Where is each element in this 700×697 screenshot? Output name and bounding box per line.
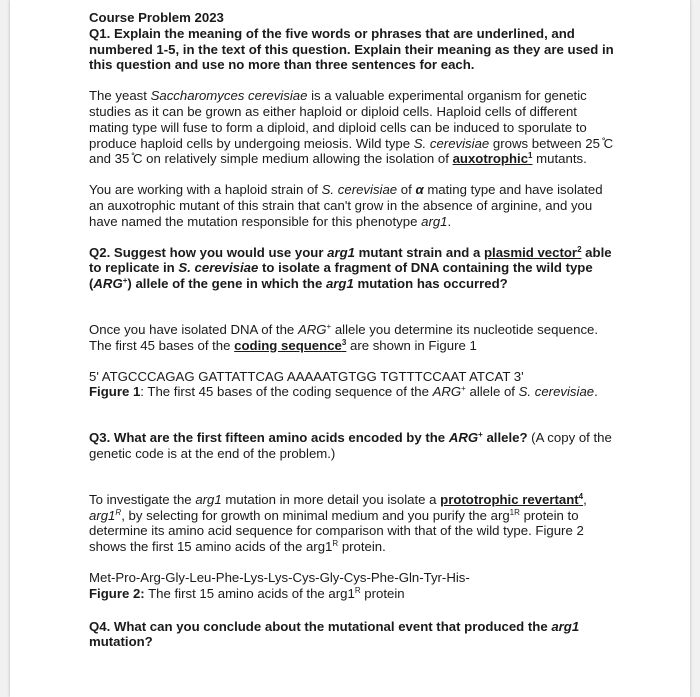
document-content (89, 10, 619, 650)
question-2: Q2. Suggest how you would use your arg1 mutant strain and a plasmid vector$^2$ able to replicate in S. cerevisiae to isolate a fragment of DNA containing the wild type (ARG+) allele of the gene in which the arg1 mutation has occurred? (89, 244, 612, 292)
amino-acid-sequence: Met-Pro-Arg-Gly-Leu-Phe-Lys-Lys-Cys-Gly-Cys-Phe-Gln-Tyr-His- (89, 569, 470, 585)
paragraph-yeast-intro: The yeast Saccharomyces cerevisiae is a valuable experimental organism for genetic studies as it can be grown as either haploid or diploid cells. Haploid cells of different mating type will fuse to form a diploid, and diploid cells can be induced to sporulate to produce haploid cells by undergoing meiosis. Wild type S. cerevisiae grows between 25 ̊C and 35 ̊C on relatively simple medium allowing the isolation of auxotrophic$^1$ mutants. (89, 88, 614, 167)
dna-sequence: 5' ATGCCCAGAG GATTATTCAG AAAAATGTGG TGTTTCCAAT ATCAT 3' (89, 368, 524, 384)
underlined-term-coding-sequence: coding sequence$^3$ (234, 337, 347, 353)
underlined-term-prototrophic-revertant: prototrophic revertant$^4$ (440, 491, 584, 507)
underlined-term-plasmid-vector: plasmid vector$^2$ (483, 244, 582, 260)
question-3: Q3. What are the first fifteen amino acids encoded by the ARG+ allele? (A copy of the genetic code is at the end of the problem.) (89, 430, 612, 461)
q1-label: Q1. (89, 25, 111, 41)
paragraph-haploid-strain: You are working with a haploid strain of S. cerevisiae of α mating type and have isolated an auxotrophic mutant of this strain that can't grow in the absence of arginine, and you have named the mutation responsible for this phenotype arg1. (89, 182, 603, 229)
question-4: Q4. What can you conclude about the mutational event that produced the arg1 mutation? (89, 618, 580, 650)
question-1 (89, 26, 619, 73)
document-title: Course Problem 2023 (89, 10, 224, 25)
q1-text: Explain the meaning of the five words or phrases that are underlined, and numbered 1-5, in the text of this question. Explain their meaning as they are used in this question and use no more than three sentences for each. (89, 25, 614, 73)
figure-1-caption: Figure 1: The first 45 bases of the coding sequence of the ARG+ allele of S. cerevisiae. (89, 384, 598, 400)
figure-2-caption: Figure 2: The first 15 amino acids of the $arg1^R$ protein (89, 585, 405, 601)
paragraph-sequence-intro: Once you have isolated DNA of the ARG+ allele you determine its nucleotide sequence. The first 45 bases of the coding sequence$^3$ are shown in Figure 1 (89, 321, 599, 353)
underlined-term-auxotrophic: auxotrophic$^1$ (452, 151, 533, 167)
paragraph-revertant: To investigate the arg1 mutation in more detail you isolate a prototrophic revertant$^4$, $arg1^R$, by selecting for growth on minimal medium and you purify the arg$^{1R}$ protein to determine its amino acid sequence for comparison with that of the wild type. Figure 2 shows the first 15 amino acids of the $arg1^R$ protein. (89, 491, 587, 555)
document-page (10, 0, 690, 697)
